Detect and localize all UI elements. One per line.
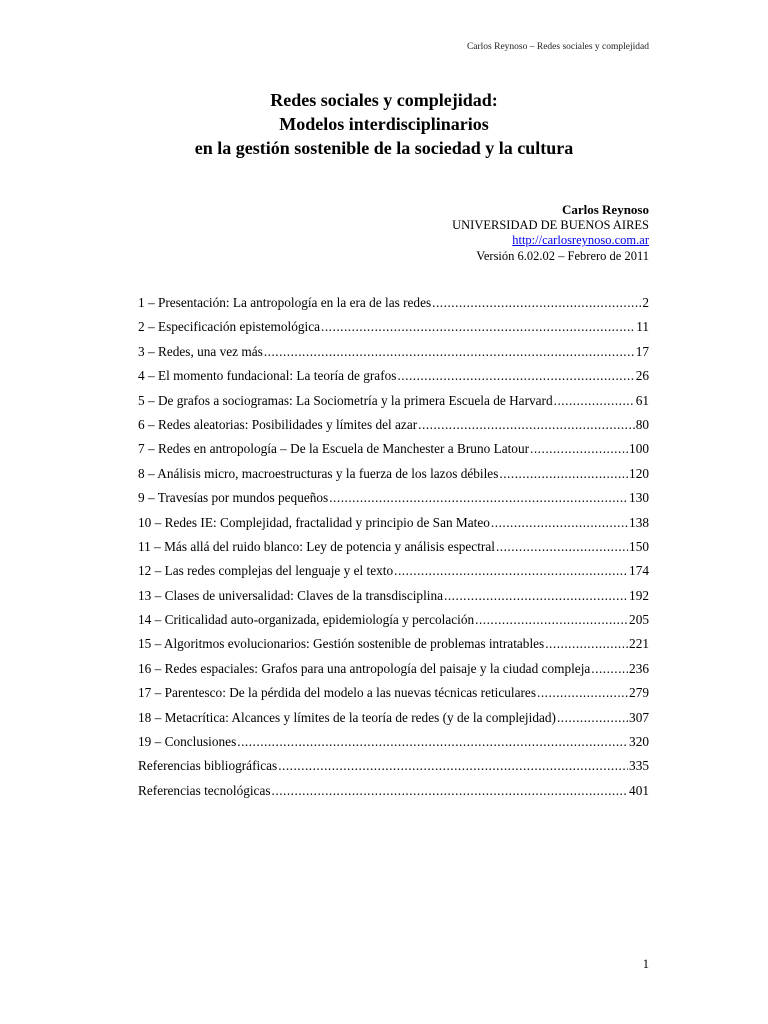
toc-entry[interactable] xyxy=(138,291,649,315)
toc-entry-page: 307 xyxy=(629,709,649,725)
toc-entry[interactable] xyxy=(138,413,649,437)
toc-entry-title: 15 – Algoritmos evolucionarios: Gestión sostenible de problemas intratables xyxy=(138,636,545,652)
toc-entry-page: 130 xyxy=(629,490,649,506)
toc-dot-leader xyxy=(530,437,628,461)
toc-entry[interactable] xyxy=(138,730,649,754)
toc-dot-leader xyxy=(444,584,628,608)
toc-dot-leader xyxy=(321,315,635,339)
toc-entry[interactable] xyxy=(138,608,649,632)
toc-dot-leader xyxy=(496,535,628,559)
title-line-3: en la gestión sostenible de la sociedad y la cultura xyxy=(194,138,574,158)
toc-entry-page: 192 xyxy=(629,587,649,603)
toc-entry-page: 401 xyxy=(629,782,649,798)
document-title xyxy=(0,88,768,160)
toc-entry-title: 9 – Travesías por mundos pequeños xyxy=(138,490,329,506)
toc-entry-title: 6 – Redes aleatorias: Posibilidades y límites del azar xyxy=(138,416,418,432)
toc-dot-leader xyxy=(394,559,628,583)
running-header: Carlos Reynoso – Redes sociales y complejidad xyxy=(466,42,649,52)
toc-dot-leader xyxy=(554,389,635,413)
toc-entry-page: 138 xyxy=(629,514,649,530)
toc-dot-leader xyxy=(418,413,635,437)
toc-entry-title: 14 – Criticalidad auto-organizada, epidemiología y percolación xyxy=(138,612,475,628)
toc-entry-page: 174 xyxy=(629,563,649,579)
toc-entry-title: 18 – Metacrítica: Alcances y límites de la teoría de redes (y de la complejidad) xyxy=(138,709,556,725)
toc-entry[interactable] xyxy=(138,462,649,486)
toc-entry[interactable] xyxy=(138,779,649,803)
toc-entry-title: Referencias bibliográficas xyxy=(138,758,278,774)
toc-dot-leader xyxy=(272,779,629,803)
toc-entry-title: 7 – Redes en antropología – De la Escuela de Manchester a Bruno Latour xyxy=(138,441,530,457)
toc-dot-leader xyxy=(591,657,628,681)
toc-dot-leader xyxy=(537,681,628,705)
toc-dot-leader xyxy=(432,291,641,315)
toc-dot-leader xyxy=(397,364,634,388)
toc-entry-page: 120 xyxy=(629,465,649,481)
toc-entry[interactable] xyxy=(138,437,649,461)
toc-dot-leader xyxy=(475,608,628,632)
toc-entry-title: 13 – Clases de universalidad: Claves de la transdisciplina xyxy=(138,587,444,603)
author-block xyxy=(452,202,649,264)
toc-entry[interactable] xyxy=(138,389,649,413)
toc-entry[interactable] xyxy=(138,559,649,583)
toc-entry-title: 11 – Más allá del ruido blanco: Ley de potencia y análisis espectral xyxy=(138,538,495,554)
toc-entry-page: 221 xyxy=(629,636,649,652)
author-url-link[interactable]: http://carlosreynoso.com.ar xyxy=(512,233,649,247)
table-of-contents xyxy=(138,291,649,803)
toc-entry[interactable] xyxy=(138,315,649,339)
toc-entry-page: 236 xyxy=(629,660,649,676)
toc-entry-page: 80 xyxy=(635,416,649,432)
toc-dot-leader xyxy=(264,340,635,364)
toc-entry-page: 11 xyxy=(636,319,649,335)
title-line-1: Redes sociales y complejidad: xyxy=(270,90,498,110)
toc-dot-leader xyxy=(329,486,628,510)
toc-dot-leader xyxy=(499,462,628,486)
toc-entry-title: 17 – Parentesco: De la pérdida del modelo a las nuevas técnicas reticulares xyxy=(138,685,537,701)
toc-entry-title: 19 – Conclusiones xyxy=(138,734,237,750)
toc-entry[interactable] xyxy=(138,754,649,778)
document-version: Versión 6.02.02 – Febrero de 2011 xyxy=(476,248,649,263)
toc-entry-page: 100 xyxy=(629,441,649,457)
toc-entry-page: 61 xyxy=(635,392,649,408)
toc-dot-leader xyxy=(545,632,628,656)
toc-entry-title: 10 – Redes IE: Complejidad, fractalidad y principio de San Mateo xyxy=(138,514,490,530)
toc-entry[interactable] xyxy=(138,340,649,364)
toc-entry[interactable] xyxy=(138,364,649,388)
toc-dot-leader xyxy=(557,706,628,730)
toc-entry-title: 3 – Redes, una vez más xyxy=(138,343,263,359)
toc-entry[interactable] xyxy=(138,584,649,608)
toc-entry-title: 4 – El momento fundacional: La teoría de grafos xyxy=(138,368,397,384)
toc-entry-page: 150 xyxy=(629,538,649,554)
toc-dot-leader xyxy=(237,730,628,754)
toc-entry[interactable] xyxy=(138,706,649,730)
toc-dot-leader xyxy=(491,511,628,535)
toc-entry-title: Referencias tecnológicas xyxy=(138,782,271,798)
toc-entry-title: 12 – Las redes complejas del lenguaje y el texto xyxy=(138,563,394,579)
toc-entry-title: 1 – Presentación: La antropología en la era de las redes xyxy=(138,295,432,310)
toc-entry-page: 279 xyxy=(629,685,649,701)
page-number: 1 xyxy=(642,957,649,971)
toc-entry-page: 2 xyxy=(642,295,649,310)
toc-entry-title: 16 – Redes espaciales: Grafos para una antropología del paisaje y la ciudad compleja xyxy=(138,660,591,676)
toc-entry-title: 5 – De grafos a sociogramas: La Sociometría y la primera Escuela de Harvard xyxy=(138,392,553,408)
toc-entry-page: 335 xyxy=(629,758,649,774)
author-affiliation: UNIVERSIDAD DE BUENOS AIRES xyxy=(452,217,649,232)
toc-entry-page: 26 xyxy=(635,368,649,384)
title-line-2: Modelos interdisciplinarios xyxy=(279,114,489,134)
toc-dot-leader xyxy=(278,754,628,778)
toc-entry-title: 8 – Análisis micro, macroestructuras y la fuerza de los lazos débiles xyxy=(138,465,499,481)
author-name: Carlos Reynoso xyxy=(561,202,649,217)
toc-entry-page: 17 xyxy=(635,343,649,359)
toc-entry-page: 320 xyxy=(629,734,649,750)
toc-entry[interactable] xyxy=(138,632,649,656)
toc-entry-title: 2 – Especificación epistemológica xyxy=(138,319,321,335)
toc-entry[interactable] xyxy=(138,681,649,705)
toc-entry[interactable] xyxy=(138,657,649,681)
toc-entry[interactable] xyxy=(138,535,649,559)
toc-entry[interactable] xyxy=(138,486,649,510)
toc-entry-page: 205 xyxy=(629,612,649,628)
toc-entry[interactable] xyxy=(138,511,649,535)
